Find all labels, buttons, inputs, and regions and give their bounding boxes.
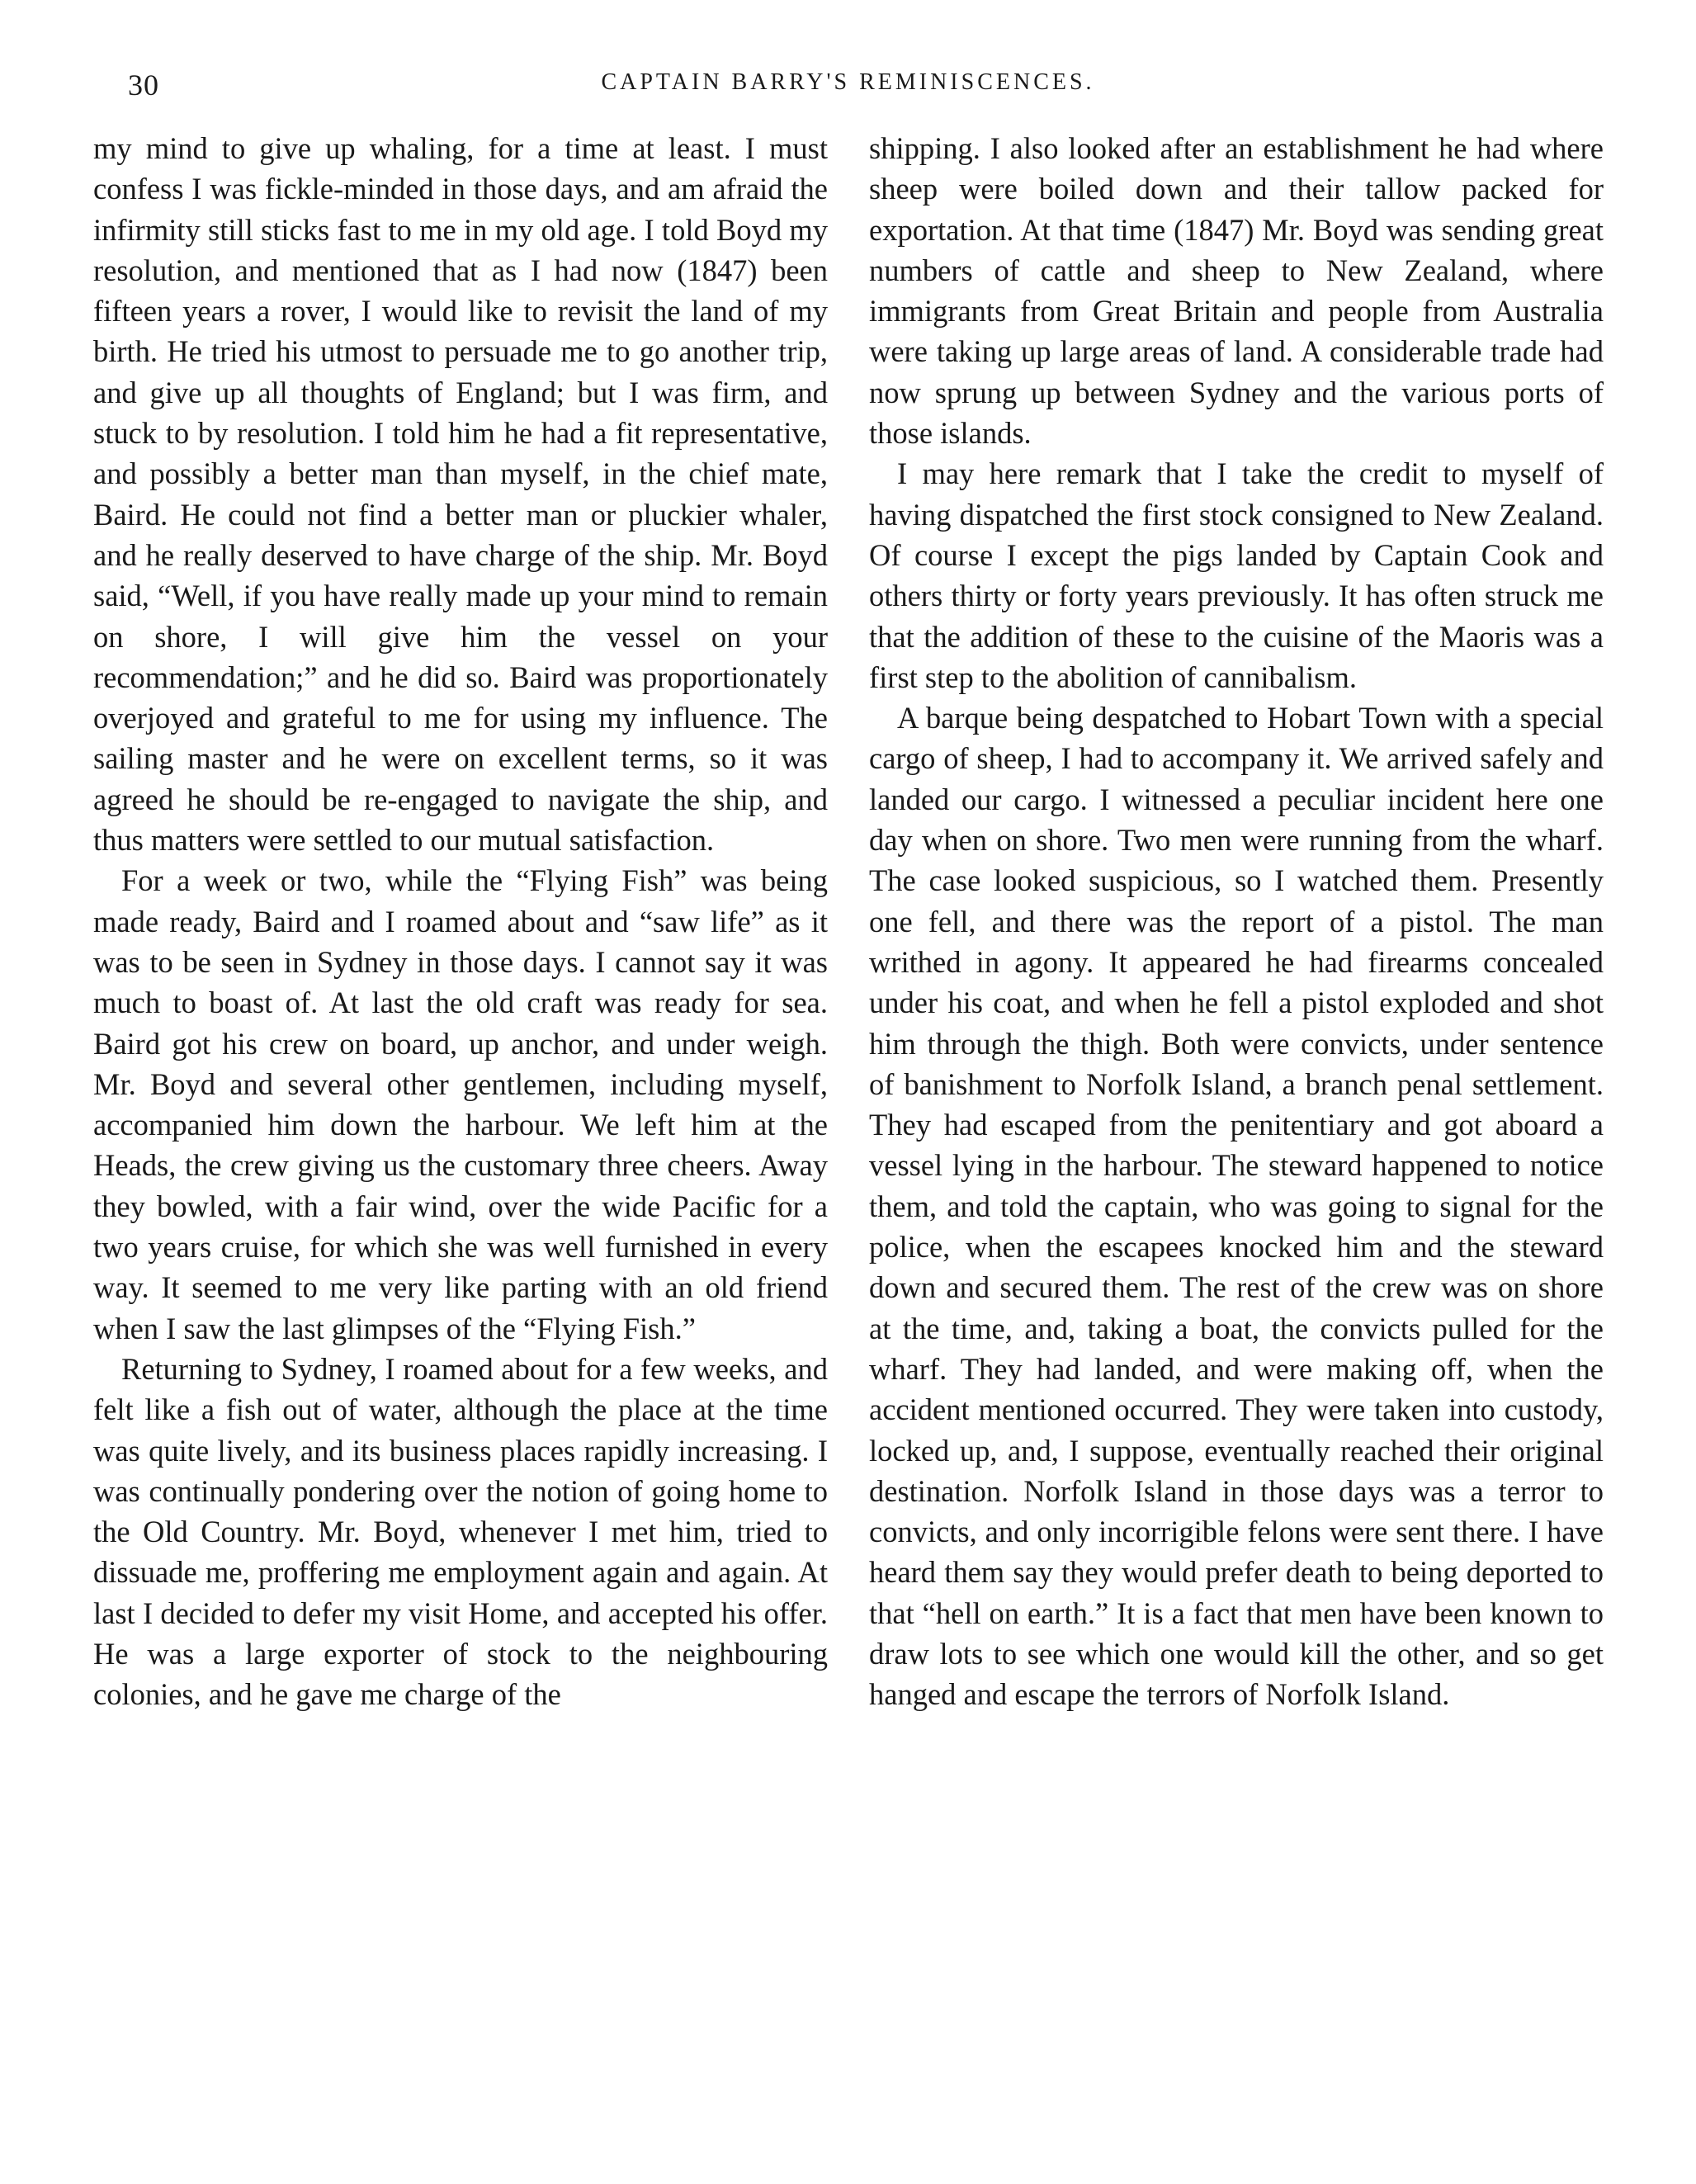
page-number: 30 <box>128 69 159 102</box>
paragraph: my mind to give up whaling, for a time at least. I must confess I was fickle-minded in those days, and am afraid the infirmity still sticks fast to me in my old age. I told Boyd my resolution, and mentioned that as I had now (1847) been fifteen years a rover, I would like to revisit the land of my birth. He tried his utmost to persuade me to go another trip, and give up all thoughts of England; but I was firm, and stuck to by resolution. I told him he had a fit representative, and possibly a better man than myself, in the chief mate, Baird. He could not find a better man or pluckier whaler, and he really deserved to have charge of the ship. Mr. Boyd said, “Well, if you have really made up your mind to remain on shore, I will give him the vessel on your recommendation;” and he did so. Baird was proportionately overjoyed and grateful to me for using my influence. The sailing master and he were on excellent terms, so it was agreed he should be re-engaged to navigate the ship, and thus matters were settled to our mutual satisfaction. <box>93 131 828 858</box>
right-column <box>869 128 1604 1715</box>
paragraph: shipping. I also looked after an establishment he had where sheep were boiled down and their tallow packed for exportation. At that time (1847) Mr. Boyd was sending great numbers of cattle and sheep to New Zealand, where immigrants from Great Britain and people from Australia were taking up large areas of land. A considerable trade had now sprung up between Sydney and the various ports of those islands. <box>869 131 1604 451</box>
paragraph: For a week or two, while the “Flying Fish” was being made ready, Baird and I roamed about and “saw life” as it was to be seen in Sydney in those days. I cannot say it was much to boast of. At last the old craft was ready for sea. Baird got his crew on board, up anchor, and under weigh. Mr. Boyd and several other gentlemen, including myself, accompanied him down the harbour. We left him at the Heads, the crew giving us the customary three cheers. Away they bowled, with a fair wind, over the wide Pacific for a two years cruise, for which she was well furnished in every way. It seemed to me very like parting with an old friend when I saw the last glimpses of the “Flying Fish.” <box>93 863 828 1345</box>
paragraph: A barque being despatched to Hobart Town with a special cargo of sheep, I had to accompany it. We arrived safely and landed our cargo. I witnessed a peculiar incident here one day when on shore. Two men were running from the wharf. The case looked suspicious, so I watched them. Presently one fell, and there was the report of a pistol. The man writhed in agony. It appeared he had firearms concealed under his coat, and when he fell a pistol exploded and shot him through the thigh. Both were convicts, under sentence of banishment to Norfolk Island, a branch penal settlement. They had escaped from the penitentiary and got aboard a vessel lying in the harbour. The steward happened to notice them, and told the captain, who was going to signal for the police, when the escapees knocked him and the steward down and secured them. The rest of the crew was on shore at the time, and, taking a boat, the convicts pulled for the wharf. They had landed, and were making off, when the accident mentioned occurred. They were taken into custody, locked up, and, I suppose, eventually reached their original destination. Norfolk Island in those days was a terror to convicts, and only incorrigible felons were sent there. I have heard them say they would prefer death to being deported to that “hell on earth.” It is a fact that men have been known to draw lots to see which one would kill the other, and so get hanged and escape the terrors of Norfolk Island. <box>869 701 1604 1712</box>
left-column <box>93 128 828 1715</box>
running-title: CAPTAIN BARRY'S REMINISCENCES. <box>601 69 1095 95</box>
paragraph: I may here remark that I take the credit to myself of having dispatched the first stock consigned to New Zealand. Of course I except the pigs landed by Captain Cook and others thirty or forty years previously. It has often struck me that the addition of these to the cuisine of the Maoris was a first step to the abolition of cannibalism. <box>869 456 1604 694</box>
paragraph: Returning to Sydney, I roamed about for a few weeks, and felt like a fish out of water, although the place at the time was quite lively, and its business places rapidly increasing. I was continually pondering over the notion of going home to the Old Country. Mr. Boyd, whenever I met him, tried to dissuade me, proffering me employment again and again. At last I decided to defer my visit Home, and accepted his offer. He was a large exporter of stock to the neighbouring colonies, and he gave me charge of the <box>93 1351 828 1712</box>
